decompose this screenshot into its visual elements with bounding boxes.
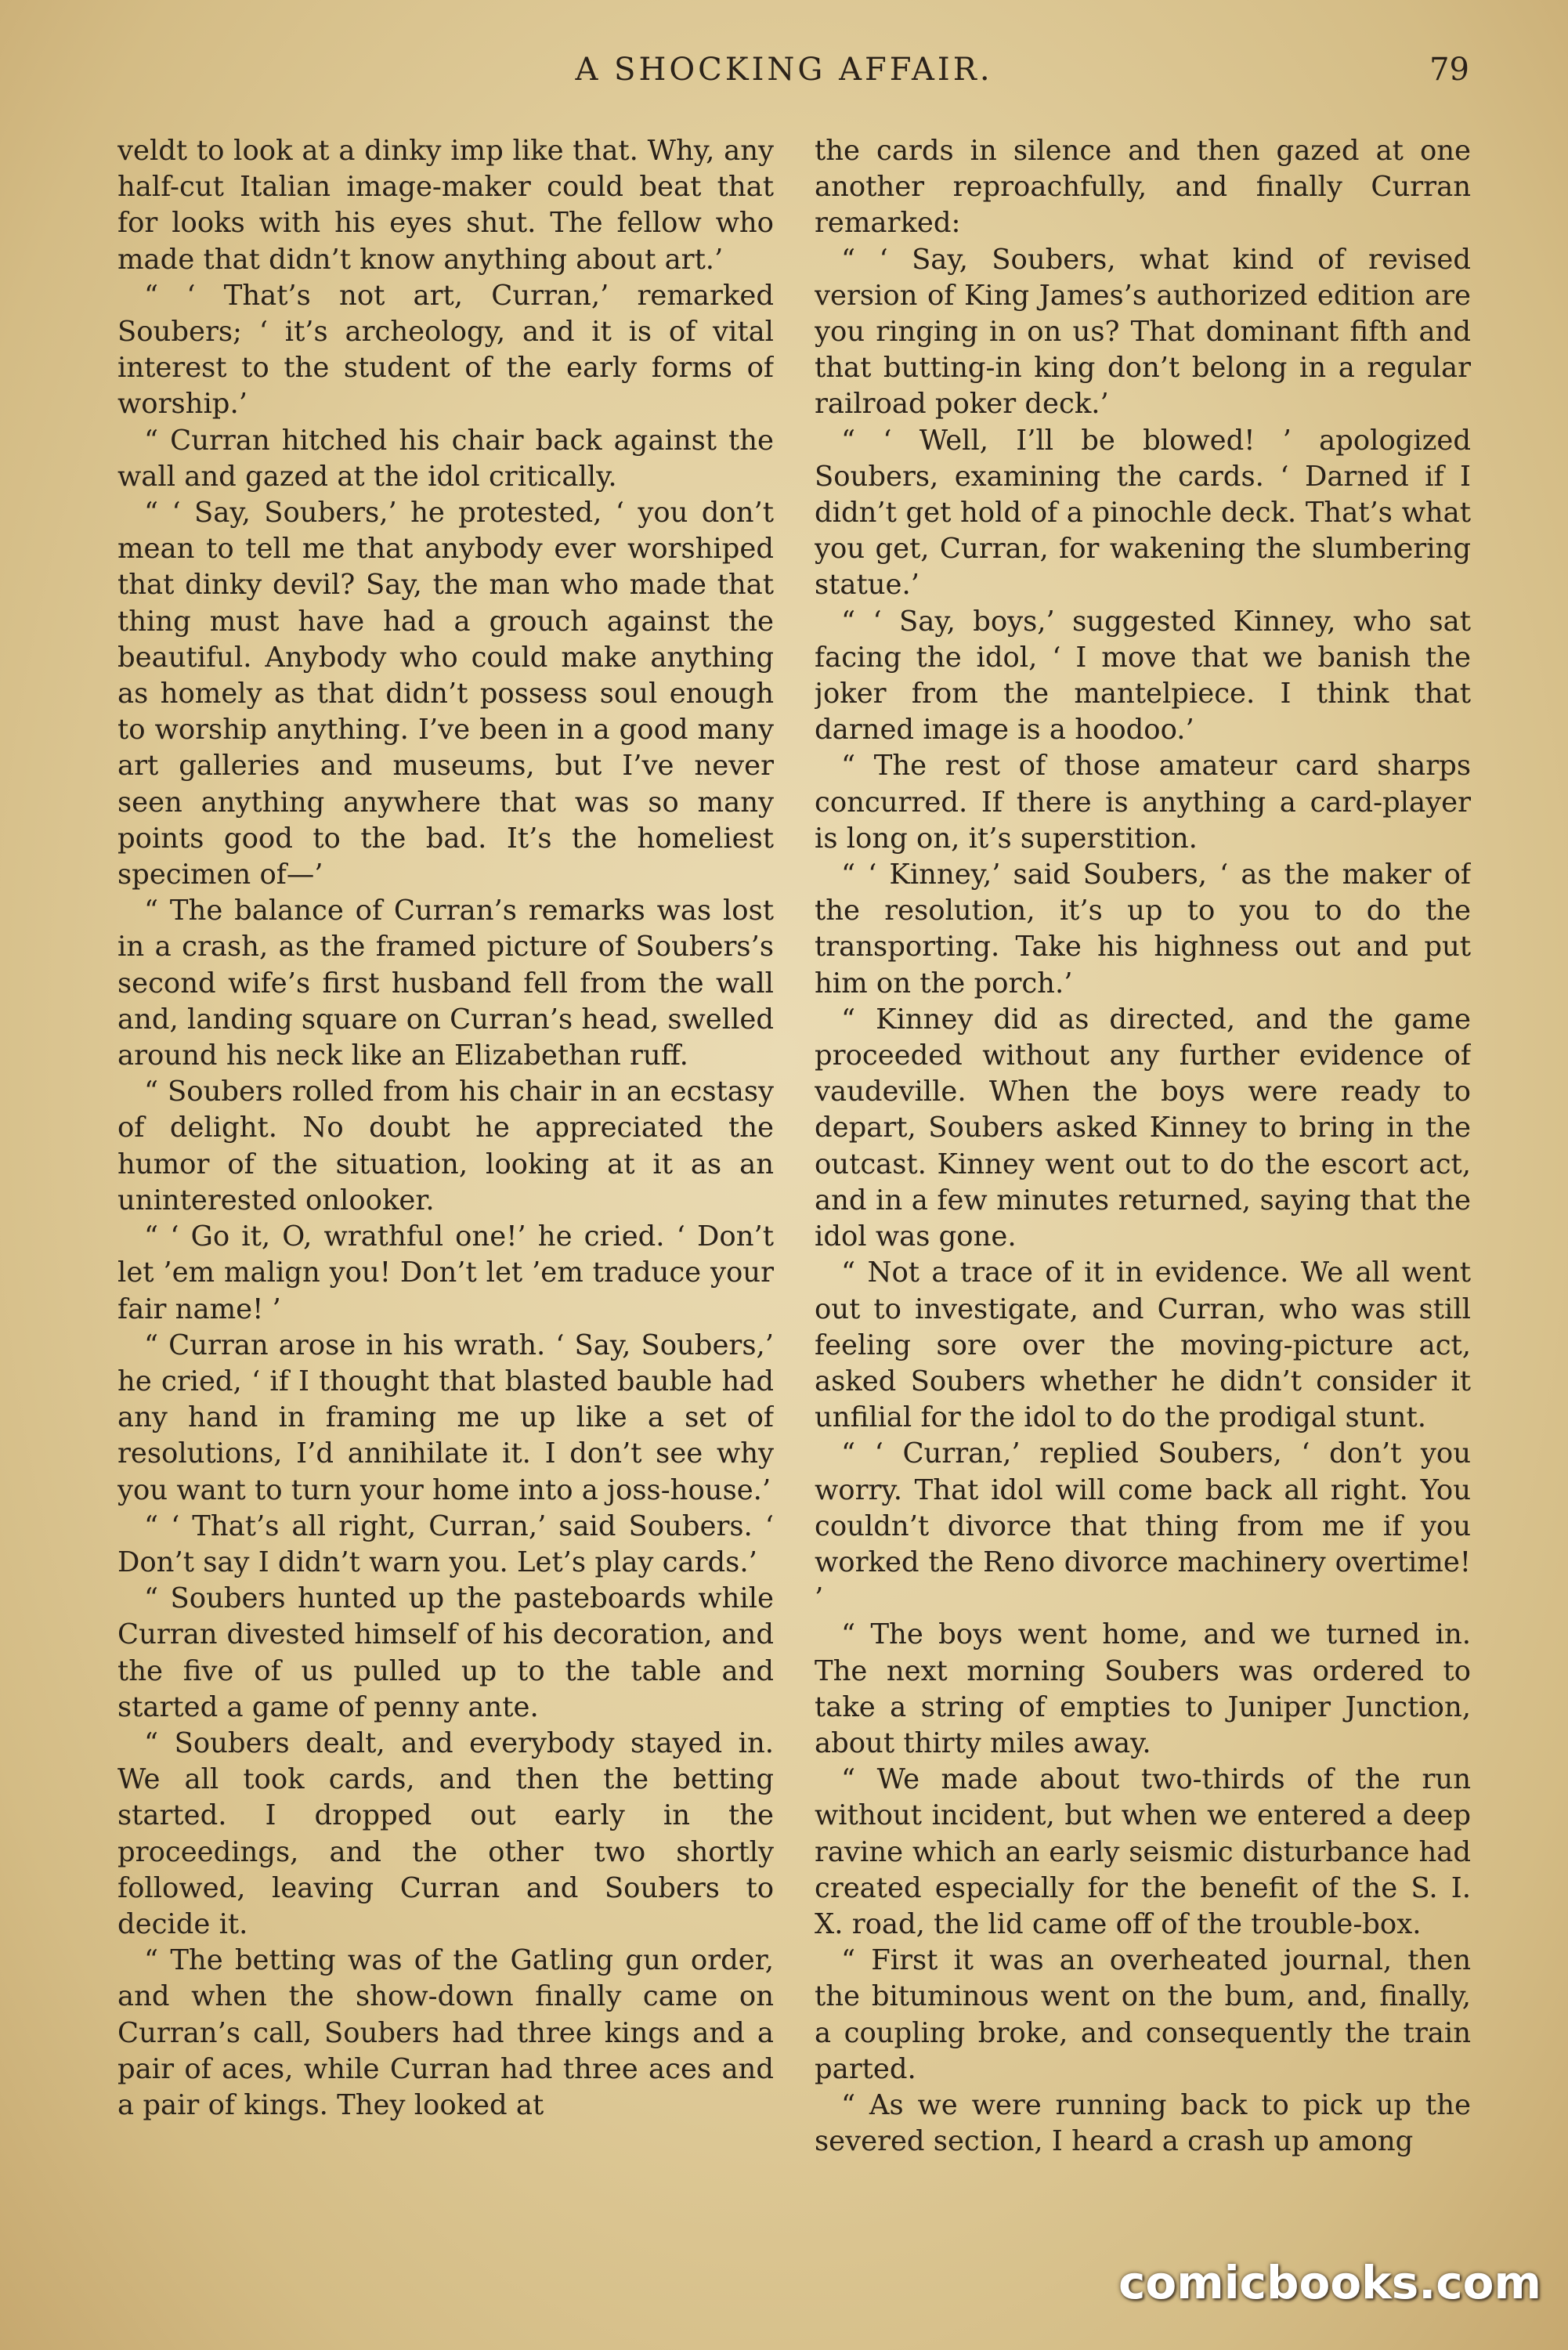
paragraph: “ ‘ Go it, O, wrathful one!’ he cried. ‘ Don’t let ’em malign you! Don’t let ’em traduce your fair name! ’ bbox=[117, 1220, 774, 1325]
paragraph: “ Soubers dealt, and everybody stayed in. We all took cards, and then the betting started. I dropped out early in the proceedings, and the other two shortly followed, leaving Curran and Soubers to decide it. bbox=[117, 1726, 774, 1940]
paragraph: “ ‘ That’s all right, Curran,’ said Soubers. ‘ Don’t say I didn’t warn you. Let’s play cards.’ bbox=[117, 1509, 774, 1578]
paragraph: “ The boys went home, and we turned in. The next morning Soubers was ordered to take a string of empties to Juniper Junction, about thirty miles away. bbox=[815, 1618, 1471, 1759]
paragraph: “ Soubers rolled from his chair in an ecstasy of delight. No doubt he appreciated the humor of the situation, looking at it as an uninterested onlooker. bbox=[117, 1076, 774, 1217]
paragraph: “ ‘ That’s not art, Curran,’ remarked Soubers; ‘ it’s archeology, and it is of vital interest to the student of the early forms of worship.’ bbox=[117, 279, 774, 421]
paragraph: veldt to look at a dinky imp like that. Why, any half-cut Italian image-maker could beat that for looks with his eyes shut. The fellow who made that didn’t know anything about art.’ bbox=[117, 135, 774, 276]
paragraph: “ ‘ Say, Soubers, what kind of revised version of King James’s authorized edition are you ringing in on us? That dominant fifth and that butting-in king don’t belong in a regular railroad poker deck.’ bbox=[815, 243, 1471, 421]
paragraph: “ Soubers hunted up the pasteboards while Curran divested himself of his decoration, and the five of us pulled up to the table and started a game of penny ante. bbox=[117, 1582, 774, 1723]
paragraph: “ ‘ Kinney,’ said Soubers, ‘ as the maker of the resolution, it’s up to you to do the transporting. Take his highness out and put him on the porch.’ bbox=[815, 859, 1471, 1000]
running-title: A SHOCKING AFFAIR. bbox=[575, 52, 993, 88]
paragraph: “ Not a trace of it in evidence. We all went out to investigate, and Curran, who was still feeling sore over the moving-picture act, asked Soubers whether he didn’t consider it unfilial for the idol to do the prodigal stunt. bbox=[815, 1256, 1471, 1434]
paragraph: “ ‘ Say, Soubers,’ he protested, ‘ you don’t mean to tell me that anybody ever worshiped that dinky devil? Say, the man who made that thing must have had a grouch against the beautiful. Anybody who could make anything as homely as that didn’t possess soul enough to worship anything. I’ve been in a good many art galleries and museums, but I’ve never seen anything anywhere that was so many points good to the bad. It’s the homeliest specimen of—’ bbox=[117, 497, 774, 891]
page-number: 79 bbox=[1429, 52, 1469, 88]
paragraph: “ The betting was of the Gatling gun order, and when the show-down finally came on Curran’s call, Soubers had three kings and a pair of aces, while Curran had three aces and a pair of kings. They looked at bbox=[117, 1944, 774, 2121]
paragraph: “ Curran hitched his chair back against the wall and gazed at the idol critically. bbox=[117, 424, 774, 493]
paragraph: “ Kinney did as directed, and the game proceeded without any further evidence of vaudeville. When the boys were ready to depart, Soubers asked Kinney to bring in the outcast. Kinney went out to do the escort act, and in a few minutes returned, saying that the idol was gone. bbox=[815, 1003, 1471, 1253]
paragraph: “ The rest of those amateur card sharps concurred. If there is anything a card-player is long on, it’s superstition. bbox=[815, 750, 1471, 855]
paragraph: “ ‘ Say, boys,’ suggested Kinney, who sat facing the idol, ‘ I move that we banish the joker from the mantelpiece. I think that darned image is a hoodoo.’ bbox=[815, 605, 1471, 747]
paragraph: “ First it was an overheated journal, then the bituminous went on the bum, and, finally, a coupling broke, and consequently the train parted. bbox=[815, 1944, 1471, 2085]
paragraph: “ As we were running back to pick up the severed section, I heard a crash up among bbox=[815, 2088, 1471, 2158]
running-head bbox=[0, 52, 1568, 99]
watermark-logo: comicbooks.com bbox=[1118, 2256, 1541, 2309]
paragraph: “ The balance of Curran’s remarks was lost in a crash, as the framed picture of Soubers’s second wife’s first husband fell from the wall and, landing square on Curran’s head, swelled around his neck like an Elizabethan ruff. bbox=[117, 895, 774, 1072]
paragraph: “ We made about two-thirds of the run without incident, but when we entered a deep ravine which an early seismic disturbance had created especially for the benefit of the S. I. X. road, the lid came off of the trouble-box. bbox=[815, 1763, 1471, 1940]
paragraph: “ ‘ Well, I’ll be blowed! ’ apologized Soubers, examining the cards. ‘ Darned if I didn’t get hold of a pinochle deck. That’s what you get, Curran, for wakening the slumbering statue.’ bbox=[815, 424, 1471, 602]
paragraph: “ Curran arose in his wrath. ‘ Say, Soubers,’ he cried, ‘ if I thought that blasted bauble had any hand in framing me up like a set of resolutions, I’d annihilate it. I don’t see why you want to turn your home into a joss-house.’ bbox=[117, 1329, 774, 1506]
left-column bbox=[117, 133, 774, 2240]
paragraph: “ ‘ Curran,’ replied Soubers, ‘ don’t you worry. That idol will come back all right. You couldn’t divorce that thing from me if you worked the Reno divorce machinery overtime! ’ bbox=[815, 1437, 1471, 1615]
paragraph: the cards in silence and then gazed at one another reproachfully, and finally Curran remarked: bbox=[815, 135, 1471, 240]
right-column bbox=[815, 133, 1471, 2240]
